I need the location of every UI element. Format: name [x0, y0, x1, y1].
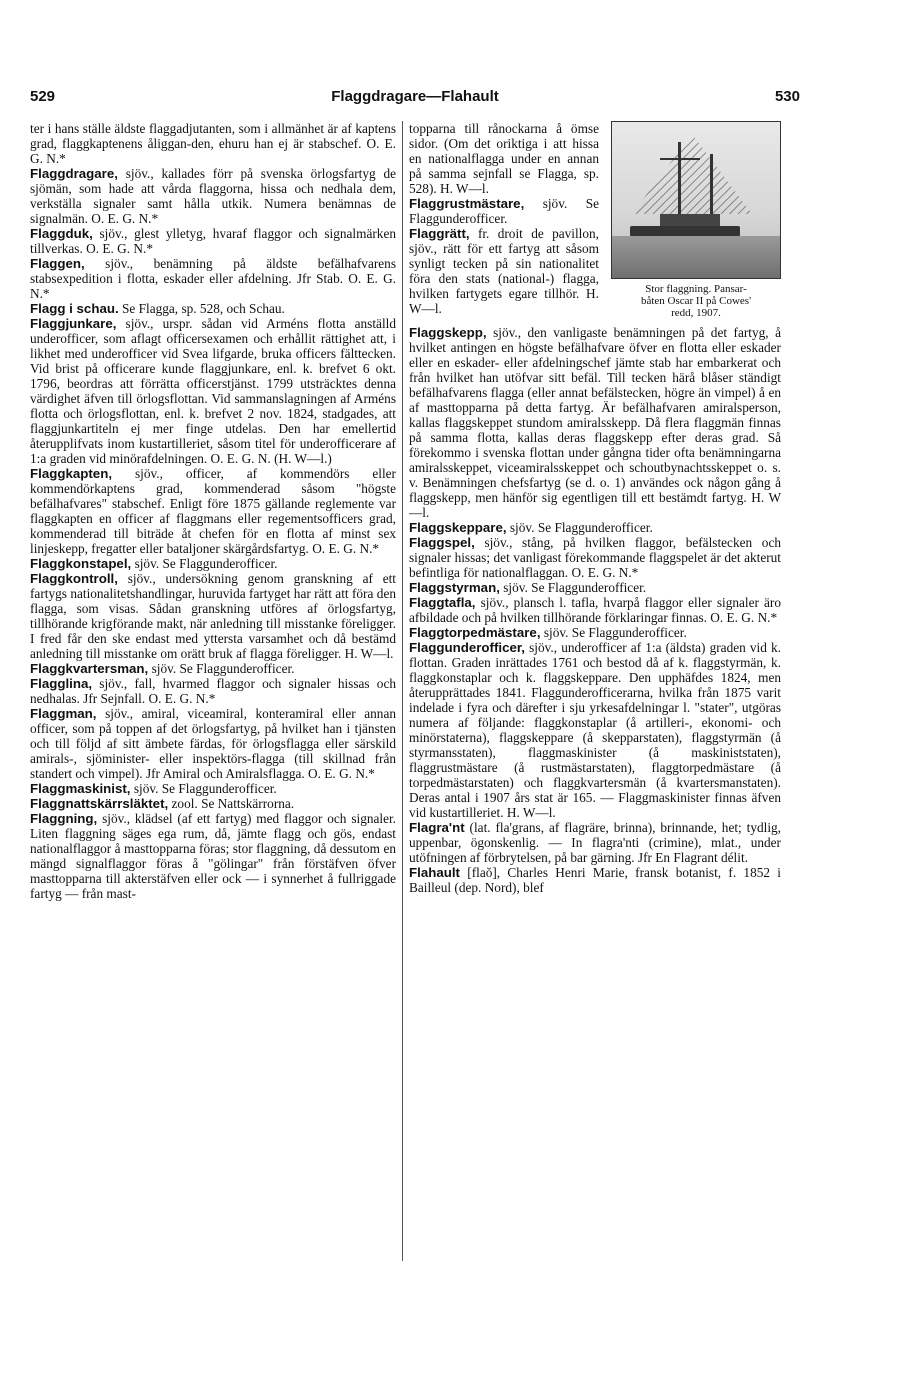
page-header [30, 88, 800, 114]
entry-text: sjöv., fall, hvarmed flaggor och signaler hissas och nedhalas. Jfr Sejnfall. O. E. G. N.* [30, 676, 397, 706]
column-divider [402, 121, 403, 1261]
entry-text: sjöv. Se Flaggunderofficer. [503, 580, 647, 595]
entry-text: sjöv., underofficer af 1:a (äldsta) graden vid k. flottan. Graden inrättades 1761 och bestod då af k. flaggstyrmän, k. flaggkonstaplar och k. flaggskeppare. Den upphäfdes 1824, men återupprättades 1841. Flaggunderofficerarna, hvilka från 1875 varit indelade i fyra och därefter i sju yrkesafdelningar l. "stater", utgöras numera af följande: flaggkonstaplar (å artilleri-, ekonomi- och minörstaterna), flaggskeppare (å skepparstaten), flaggstyrmän (å styrmansstaten), flaggmaskinister (å maskiniststaten), flaggrustmästare (å rustmästarstaten), flaggtorpedmästare (å torpedmästarstaten) och flaggkvartersmän (å kvartersmanstaten). Deras antal i 1907 års stat är 165. — Flaggmaskinister finnas äfven vid kustartilleriet. H. W—l. [409, 640, 781, 820]
entry [30, 256, 396, 301]
entry [30, 676, 396, 706]
entry-headword: Flaggduk, [30, 226, 93, 241]
entry-headword: Flaggskepp, [409, 325, 487, 340]
entry [409, 820, 781, 865]
entry-text: sjöv., amiral, viceamiral, konteramiral eller annan officer, som på toppen af det örlogsfartyg, på hvilket han i tjänsten och till följd af sitt ämbete färdas, för örlogsflagga eller särskild amirals-, sjöminister- eller inspektörs-flagga (till skillnad från standert och vimpel). Jfr Amiral och Amiralsflagga. O. E. G. N.* [30, 706, 397, 781]
entry [30, 781, 396, 796]
entry-headword: Flagra'nt [409, 820, 465, 835]
entry-headword: Flaggrustmästare, [409, 196, 525, 211]
entry-headword: Flaggman, [30, 706, 97, 721]
entry-text: sjöv., officer, af kommendörs eller kommendörkaptens grad, kommenderad såsom "högste befälhafvares" stabschef. Enligt före 1875 gällande reglemente var flaggkapten en officer af flaggmans eller regementsofficers grad, kommenderad till biträde åt chefen för en flotta af minst sex linjeskepp, fregatter eller bataljoner skärgårdsfartyg. O. E. G. N.* [30, 466, 396, 556]
entry-headword: Flagglina, [30, 676, 93, 691]
entry-headword: Flaggnattskärrsläktet, [30, 796, 169, 811]
left-column [30, 121, 396, 901]
continuation-text: topparna till rånockarna å ömse sidor. (Om det oriktiga i att hissa en nationalflagga under en annan på samma sejnfall se Flagga, sp. 528). H. W—l. [409, 121, 599, 196]
entry-headword: Flaggunderofficer, [409, 640, 525, 655]
entry [409, 625, 781, 640]
entry [409, 640, 781, 820]
entry [30, 796, 396, 811]
page-number-right: 530 [774, 88, 800, 105]
entry-headword: Flaggkontroll, [30, 571, 118, 586]
entry-text: fr. droit de pavillon, sjöv., rätt för ett fartyg att såsom synligt tecken på sin nationalitet föra den stats (national-) flagga, hvilken fartygets egare tillhör. H. W—l. [409, 226, 599, 316]
right-top-block [409, 121, 781, 319]
figure [611, 121, 781, 319]
entry [30, 466, 396, 556]
entry-text: sjöv., undersökning genom granskning af ett fartygs nationalitetshandlingar, huruvida fartyget har rätt att föra den flagga, som visas. Sådan granskning utföres af örlogsfartyg, tillhörande krigförande makt, när anledning till misstanke föreligger. I fred får den ske endast med yttersta varsamhet och då bestämd anledning till misstanke om orätt bruk af flagga föreligger. H. W—l. [30, 571, 396, 661]
entry-text: (lat. fla'grans, af flagräre, brinna), brinnande, het; tydlig, uppenbar, ögonskenlig. — In flagra'nti (crimine), mlat., under utöfningen af förbrytelsen, på bar gärning. Jfr En Flagrant délit. [409, 820, 781, 865]
entry-text: sjöv., kallades förr på svenska örlogsfartyg de sjömän, som hade att vårda flaggorna, hissa och nedhala dem, verkställa signaler samt hålla utkik. Numera benämnas de signalmän. O. E. G. N.* [30, 166, 396, 226]
entry [30, 556, 396, 571]
entry [30, 121, 396, 166]
entry-headword: Flaggning, [30, 811, 98, 826]
entry-text: sjöv., benämning på äldste befälhafvarens stabsexpedition i flotta, eskader eller afdelning. Jfr Stab. O. E. G. N.* [30, 256, 396, 301]
entry [409, 325, 781, 520]
entry-text: sjöv. Se Flaggunderofficer. [133, 781, 277, 796]
entry-text: ter i hans ställe äldste flaggadjutanten, som i allmänhet är af kaptens grad, flaggkaptenens åliggan-den, ehuru han ej är stabschef. O. E. G. N.* [30, 121, 396, 166]
entry-text: sjöv., stång, på hvilken flaggor, befälstecken och signaler hissas; det vanligast förekommande flaggspelet är det akterut befintliga för nationalflaggan. O. E. G. N.* [409, 535, 782, 580]
entry-text: sjöv. Se Flaggunderofficer. [543, 625, 687, 640]
entry-headword: Flaggen, [30, 256, 85, 271]
entry [30, 166, 396, 226]
entry-text: sjöv. Se Flaggunderofficer. [509, 520, 653, 535]
entry [30, 811, 396, 901]
entry-headword: Flaggspel, [409, 535, 475, 550]
entry-headword: Flaggdragare, [30, 166, 118, 181]
entry [409, 520, 781, 535]
entry-text: sjöv., urspr. sådan vid Arméns flotta anställd underofficer, som aflagt officersexamen och erhållit rättighet att, i likhet med underofficer vid Svea lifgarde, bruka officers fälttecken. Vid brist på officerare kunde flaggjunkare, enl. k. brefvet 6 okt. 1796, beordras att förrätta officerstjänst. 1799 utsträcktes denna värdighet äfven till örlogsflottan. Vid sammanslagningen af Arméns flotta och örlogsflottan, enl. k. brefvet 2 nov. 1824, stadgades, att flaggjunkartiteln ej mer finge utdelas. Den har emellertid återupplifvats inom kustartilleriet, såsom titel för underofficerare af 1:a graden vid minörafdelningen. O. E. G. N. (H. W—l.) [30, 316, 396, 466]
running-title: Flaggdragare—Flahault [331, 88, 499, 105]
entry-text: sjöv. Se Flaggunderofficer. [409, 196, 600, 226]
battleship-photo [611, 121, 781, 279]
entry [409, 580, 781, 595]
figure-caption: Stor flaggning. Pansar- båten Oscar II på Cowes' redd, 1907. [640, 283, 752, 319]
entry [30, 226, 396, 256]
entry-text: [flaŏ], Charles Henri Marie, fransk botanist, f. 1852 i Bailleul (dep. Nord), blef [409, 865, 781, 895]
entry-headword: Flagg i schau. [30, 301, 119, 316]
entry-headword: Flaggkonstapel, [30, 556, 132, 571]
entry-headword: Flaggtafla, [409, 595, 476, 610]
entry-text: Se Flagga, sp. 528, och Schau. [122, 301, 285, 316]
entry-headword: Flaggskeppare, [409, 520, 507, 535]
entry-text: sjöv., plansch l. tafla, hvarpå flaggor eller signaler äro afbildade och på hvilken tillhörande förklaringar finnas. O. E. G. N.* [409, 595, 781, 625]
entry-headword: Flaggmaskinist, [30, 781, 131, 796]
entry [409, 865, 781, 895]
entry-headword: Flahault [409, 865, 460, 880]
entry-headword: Flaggtorpedmästare, [409, 625, 541, 640]
entry-headword: Flaggjunkare, [30, 316, 117, 331]
entry-headword: Flaggrätt, [409, 226, 470, 241]
entry-text: sjöv. Se Flaggunderofficer. [151, 661, 295, 676]
entry [30, 706, 396, 781]
entry-text: sjöv. Se Flaggunderofficer. [134, 556, 278, 571]
entry [30, 301, 396, 316]
entry-text: sjöv., glest ylletyg, hvaraf flaggor och signalmärken tillverkas. O. E. G. N.* [30, 226, 396, 256]
right-column [409, 121, 781, 895]
entry [409, 595, 781, 625]
page-number-left: 529 [30, 88, 56, 105]
entry-text: sjöv., den vanligaste benämningen på det fartyg, å hvilket antingen en högste befälhafvare öfver en flotta eller eskader eller en eskader- eller afdelningschef jämte stab har embarkerat och från hvilket han utöfvar sitt befäl. Till tecken härå blåser ständigt befälhafvarens flagga (eller annat befälstecken, högre än vimpel) å en af masttopparna på detta fartyg. Är befälhafvaren amiralsperson, kallas flaggskeppet stundom amiralsskepp. Då flera flaggmän finnas på samma flotta, kallas deras flaggskepp efter deras grad. Så förekommo i svenska flottan under gångna tider ofta benämningarna amiralsskeppet, viceamiralsskeppet och schoutbynachtsskeppet o. s. v. Benämningen chefsfartyg (se d. o. 1) användes ock någon gång å flaggskepp, men hänför sig egentligen till ett bestämdt fartyg. H. W—l. [409, 325, 781, 520]
entry-headword: Flaggstyrman, [409, 580, 500, 595]
entry [30, 316, 396, 466]
entry-headword: Flaggkvartersman, [30, 661, 149, 676]
entry-headword: Flaggkapten, [30, 466, 113, 481]
entry-text: sjöv., klädsel (af ett fartyg) med flaggor och signaler. Liten flaggning säges ega rum, då, jämte flagg och gös, endast nationalflaggor å masttopparna föras; stor flaggning, då dessutom en mängd signalflaggor föras å "gölingar" från förstäfven öfver masttopparna till akterstäfven eller ock — i synnerhet å fullriggade fartyg — från mast- [30, 811, 397, 901]
entry-text: zool. Se Nattskärrorna. [171, 796, 295, 811]
entry [30, 661, 396, 676]
entry [30, 571, 396, 661]
entry [409, 535, 781, 580]
